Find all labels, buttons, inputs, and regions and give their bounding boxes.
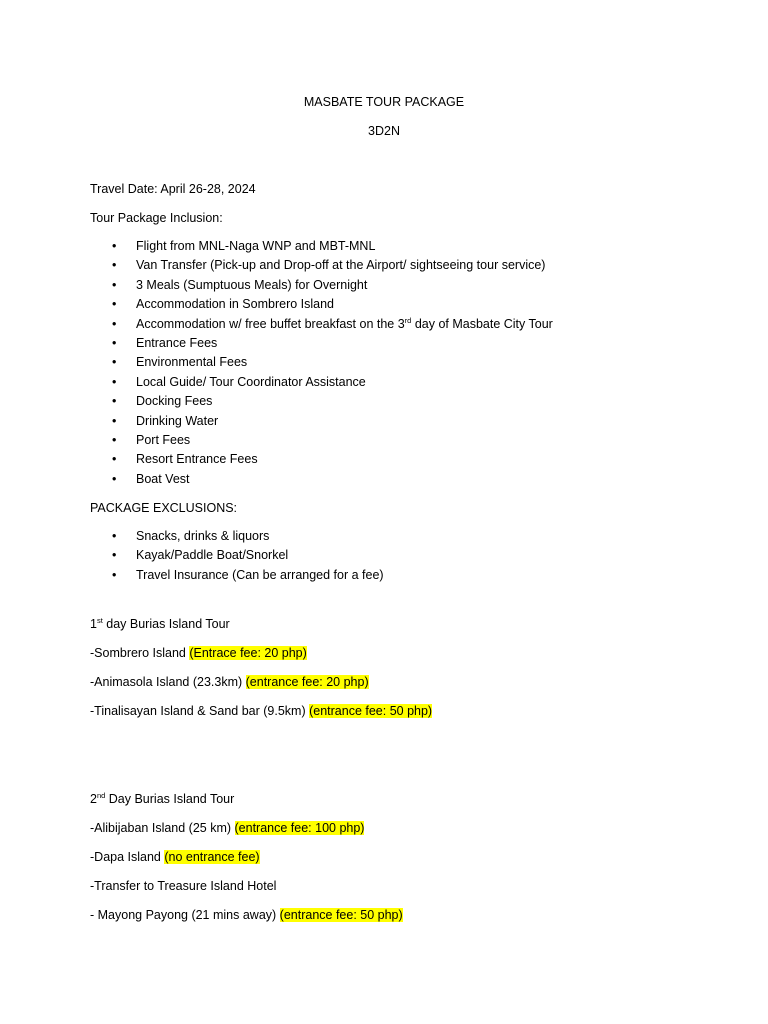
exclusion-heading: PACKAGE EXCLUSIONS:	[90, 501, 238, 515]
document-title: MASBATE TOUR PACKAGE	[303, 95, 465, 109]
list-item: • 3 Meals (Sumptuous Meals) for Overnight	[112, 276, 553, 295]
exclusion-list	[112, 527, 384, 585]
list-item: • Travel Insurance (Can be arranged for a fee)	[112, 566, 384, 585]
list-item: • Boat Vest	[112, 470, 553, 489]
day2-item: -Dapa Island (no entrance fee)	[90, 850, 260, 864]
list-item: • Snacks, drinks & liquors	[112, 527, 384, 546]
list-item: • Port Fees	[112, 431, 553, 450]
fee-highlight: (entrance fee: 20 php)	[245, 675, 369, 689]
list-item: • Resort Entrance Fees	[112, 450, 553, 469]
list-item: • Local Guide/ Tour Coordinator Assistance	[112, 373, 553, 392]
document-subtitle: 3D2N	[368, 124, 400, 138]
fee-highlight: (no entrance fee)	[164, 850, 260, 864]
list-item: • Van Transfer (Pick-up and Drop-off at the Airport/ sightseeing tour service)	[112, 256, 553, 275]
day2-heading: 2nd Day Burias Island Tour	[90, 791, 235, 806]
day1-item: -Animasola Island (23.3km) (entrance fee: 20 php)	[90, 675, 369, 689]
list-item: • Accommodation in Sombrero Island	[112, 295, 553, 314]
travel-date: Travel Date: April 26-28, 2024	[90, 182, 256, 196]
day2-item: - Mayong Payong (21 mins away) (entrance fee: 50 php)	[90, 908, 403, 922]
day1-heading: 1st day Burias Island Tour	[90, 616, 230, 631]
list-item: • Environmental Fees	[112, 353, 553, 372]
fee-highlight: (entrance fee: 100 php)	[234, 821, 365, 835]
list-item: • Entrance Fees	[112, 334, 553, 353]
day1-item: -Tinalisayan Island & Sand bar (9.5km) (entrance fee: 50 php)	[90, 704, 433, 718]
inclusion-heading: Tour Package Inclusion:	[90, 211, 223, 225]
list-item: • Flight from MNL-Naga WNP and MBT-MNL	[112, 237, 553, 256]
day1-item: -Sombrero Island (Entrace fee: 20 php)	[90, 646, 307, 660]
day2-item: -Transfer to Treasure Island Hotel	[90, 879, 277, 893]
fee-highlight: (entrance fee: 50 php)	[279, 908, 403, 922]
list-item: • Drinking Water	[112, 412, 553, 431]
fee-highlight: (Entrace fee: 20 php)	[189, 646, 307, 660]
list-item: • Docking Fees	[112, 392, 553, 411]
fee-highlight: (entrance fee: 50 php)	[309, 704, 433, 718]
inclusion-list	[112, 237, 553, 489]
list-item: • Accommodation w/ free buffet breakfast on the 3rd day of Masbate City Tour	[112, 315, 553, 334]
list-item: • Kayak/Paddle Boat/Snorkel	[112, 546, 384, 565]
day2-item: -Alibijaban Island (25 km) (entrance fee: 100 php)	[90, 821, 365, 835]
